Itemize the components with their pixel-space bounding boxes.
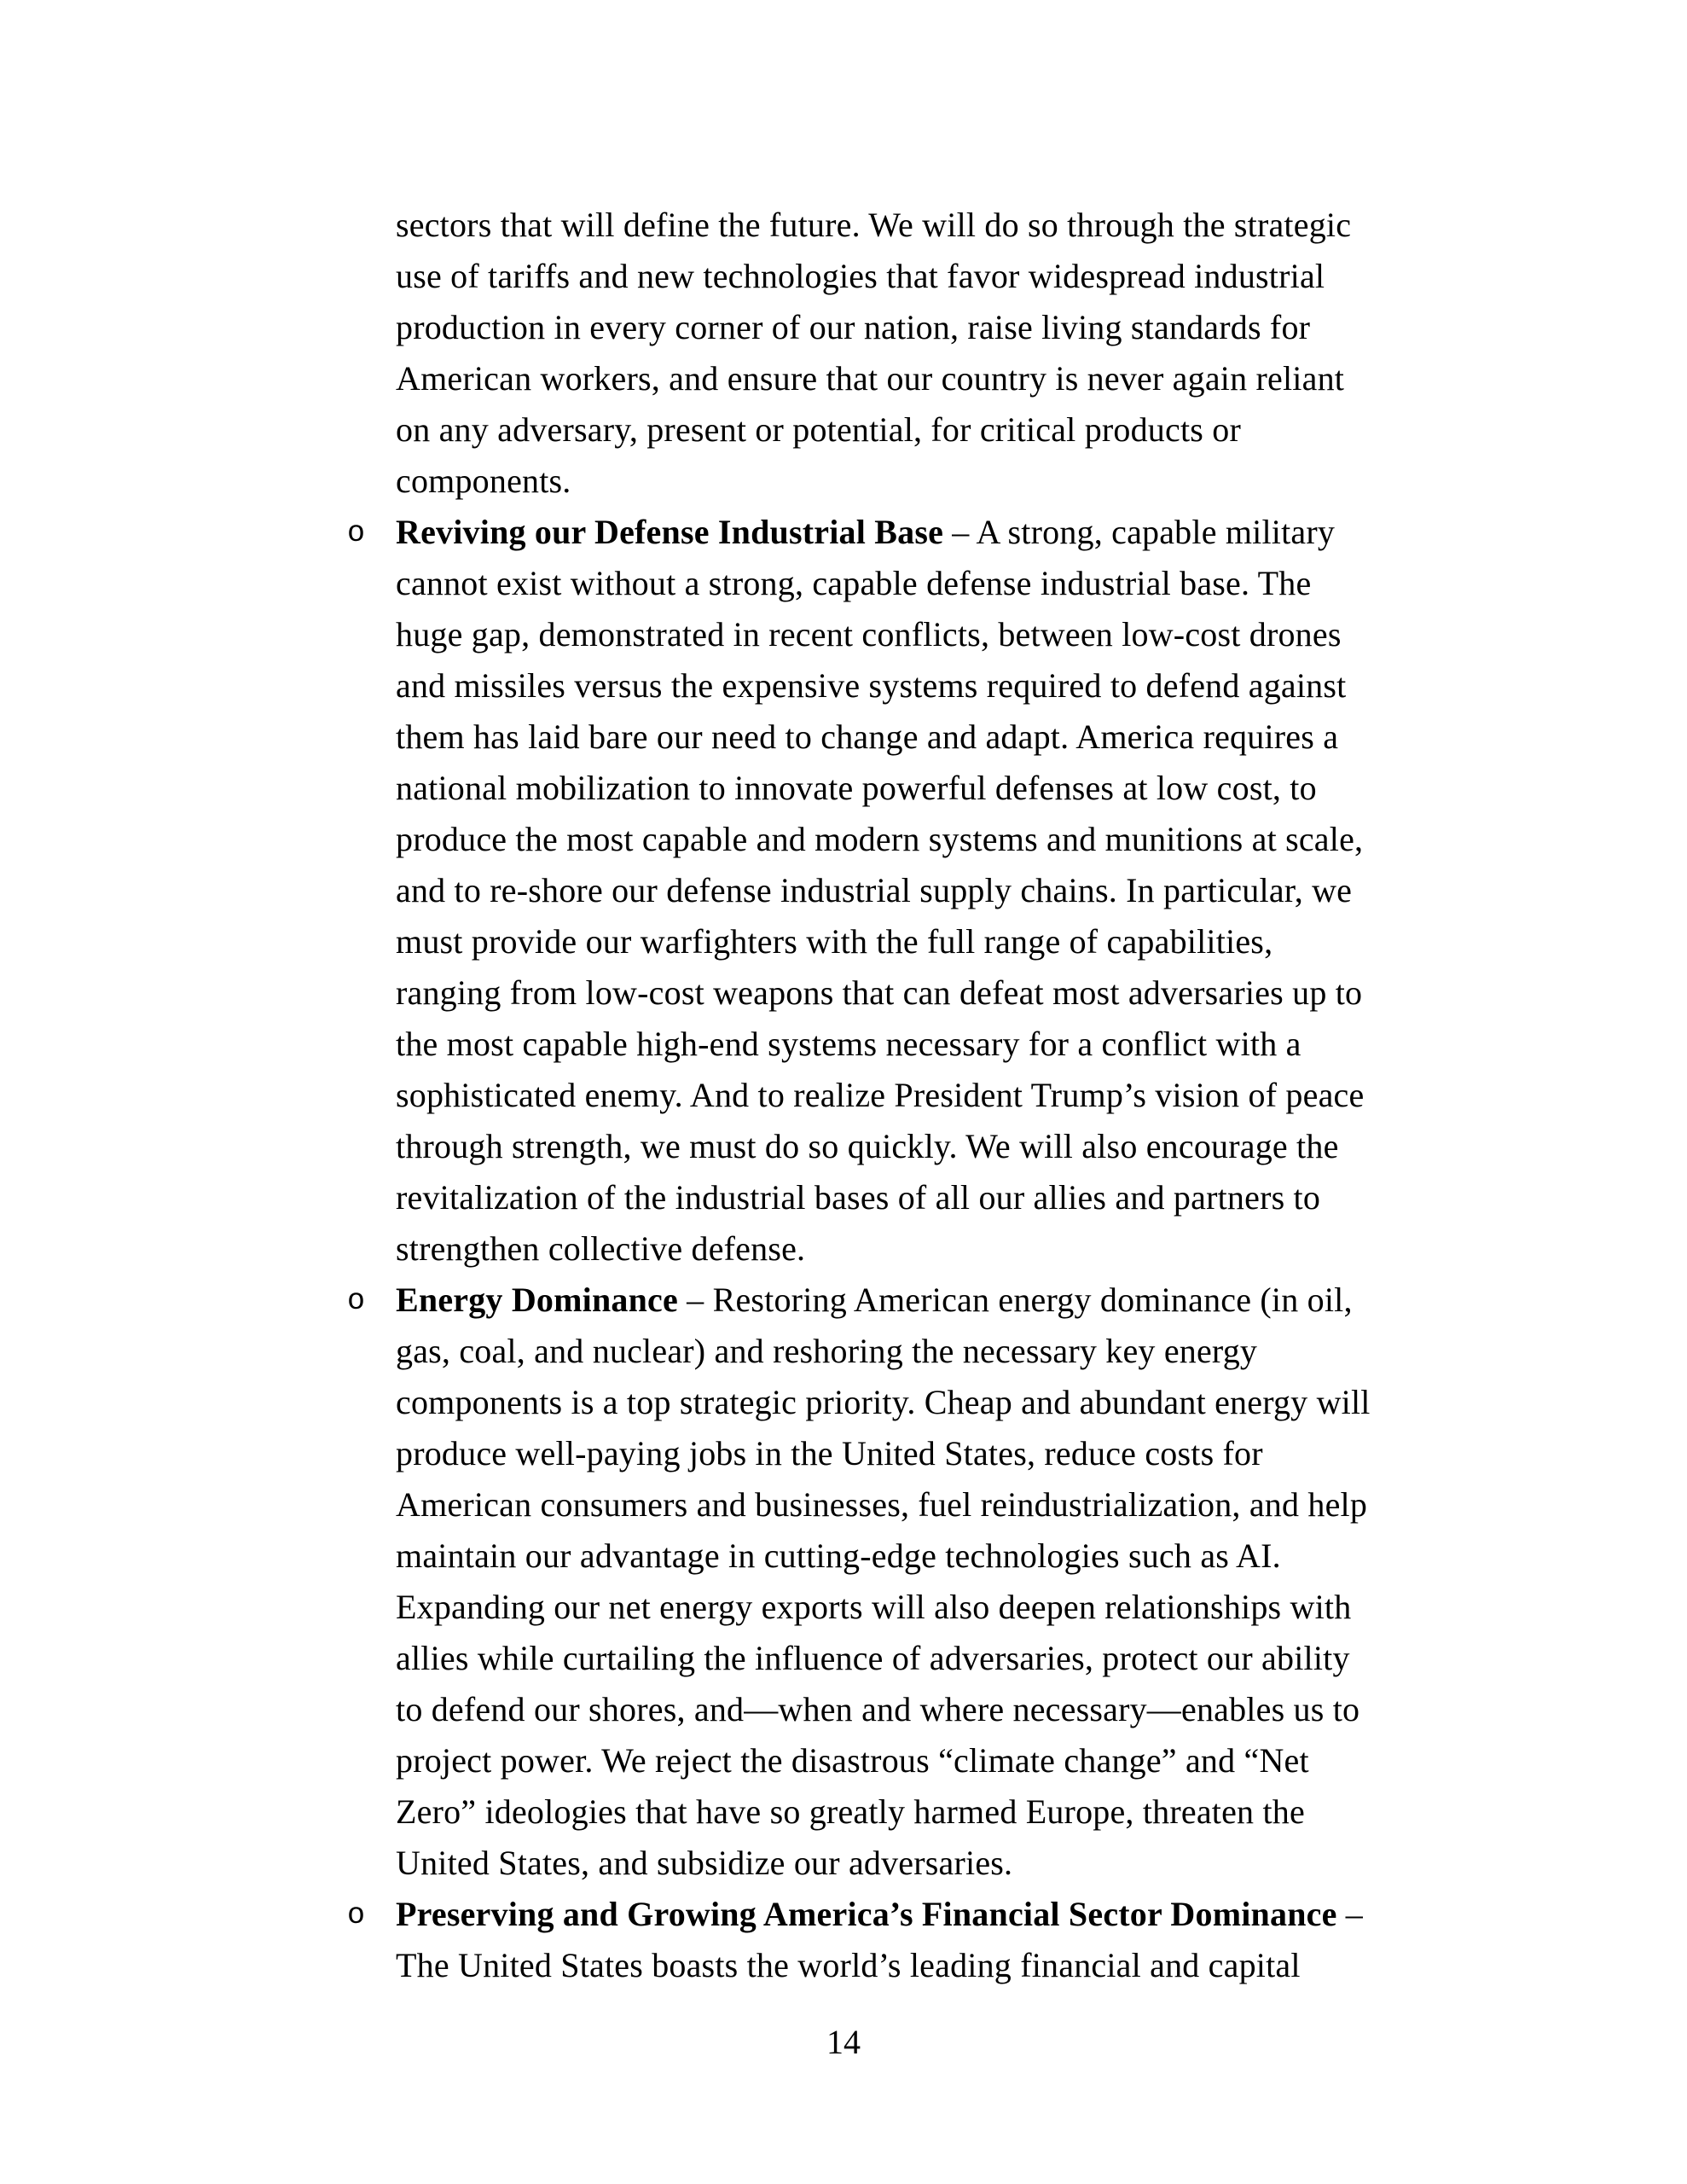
text-line: United States, and subsidize our adversaries. (396, 1844, 1013, 1882)
text-line: produce the most capable and modern systems and munitions at scale, (396, 820, 1364, 858)
text-line: cannot exist without a strong, capable defense industrial base. The (396, 564, 1312, 602)
text-line: sectors that will define the future. We will do so through the strategic (396, 206, 1352, 244)
text-line: produce well-paying jobs in the United States, reduce costs for (396, 1434, 1263, 1472)
text-line: revitalization of the industrial bases of all our allies and partners to (396, 1178, 1321, 1217)
bullet-first-line (347, 1275, 1556, 1326)
text-line: on any adversary, present or potential, for critical products or (396, 410, 1241, 449)
text-line: to defend our shores, and—when and where necessary—enables us to (396, 1690, 1360, 1728)
page-body (347, 200, 1556, 1991)
text-line: components. (396, 462, 571, 500)
bullet-item (347, 1275, 1556, 1889)
text-line: must provide our warfighters with the full range of capabilities, (396, 922, 1273, 961)
text-line: project power. We reject the disastrous “climate change” and “Net (396, 1741, 1309, 1780)
text-line: components is a top strategic priority. Cheap and abundant energy will (396, 1383, 1371, 1421)
text-line: gas, coal, and nuclear) and reshoring the necessary key energy (396, 1332, 1258, 1370)
bullet-first-line (347, 1889, 1556, 1940)
bullet-item (347, 1889, 1556, 1991)
text-line: Zero” ideologies that have so greatly harmed Europe, threaten the (396, 1792, 1305, 1831)
text-line: sophisticated enemy. And to realize President Trump’s vision of peace (396, 1076, 1365, 1114)
text-line: national mobilization to innovate powerful defenses at low cost, to (396, 769, 1317, 807)
text-line: them has laid bare our need to change and adapt. America requires a (396, 717, 1339, 756)
text-line: the most capable high-end systems necessary for a conflict with a (396, 1025, 1301, 1063)
bullet-heading: Reviving our Defense Industrial Base (396, 513, 944, 551)
paragraph (396, 200, 1556, 507)
text-line: huge gap, demonstrated in recent conflicts, between low-cost drones (396, 615, 1342, 653)
text-line: through strength, we must do so quickly. We will also encourage the (396, 1127, 1339, 1165)
bullet-first-line (347, 507, 1556, 558)
text-line: maintain our advantage in cutting-edge technologies such as AI. (396, 1536, 1281, 1575)
bullet-heading: Energy Dominance (396, 1281, 678, 1319)
text-line: Expanding our net energy exports will also deepen relationships with (396, 1588, 1352, 1626)
text-line: American consumers and businesses, fuel reindustrialization, and help (396, 1485, 1368, 1524)
bullet-item (347, 507, 1556, 1275)
bullet-marker-icon: o (347, 516, 366, 550)
text-line: allies while curtailing the influence of adversaries, protect our ability (396, 1639, 1350, 1677)
text-line: ranging from low-cost weapons that can defeat most adversaries up to (396, 973, 1363, 1012)
bullet-marker-icon: o (347, 1898, 366, 1932)
bullet-heading: Preserving and Growing America’s Financial Sector Dominance (396, 1895, 1337, 1933)
text-line: American workers, and ensure that our country is never again reliant (396, 359, 1345, 398)
text-line: use of tariffs and new technologies that favor widespread industrial (396, 257, 1325, 295)
bullet-first-line-text: – A strong, capable military (943, 513, 1336, 551)
text-line: production in every corner of our nation, raise living standards for (396, 308, 1311, 346)
text-line: strengthen collective defense. (396, 1229, 806, 1268)
text-line: and to re-shore our defense industrial supply chains. In particular, we (396, 871, 1353, 909)
bullet-first-line-text: – Restoring American energy dominance (in oil, (677, 1281, 1353, 1319)
page-number: 14 (826, 2023, 861, 2061)
text-line: The United States boasts the world’s leading financial and capital (396, 1946, 1301, 1984)
bullet-marker-icon: o (347, 1284, 366, 1318)
text-line: and missiles versus the expensive systems required to defend against (396, 666, 1347, 705)
bullet-first-line-text: – (1336, 1895, 1363, 1933)
